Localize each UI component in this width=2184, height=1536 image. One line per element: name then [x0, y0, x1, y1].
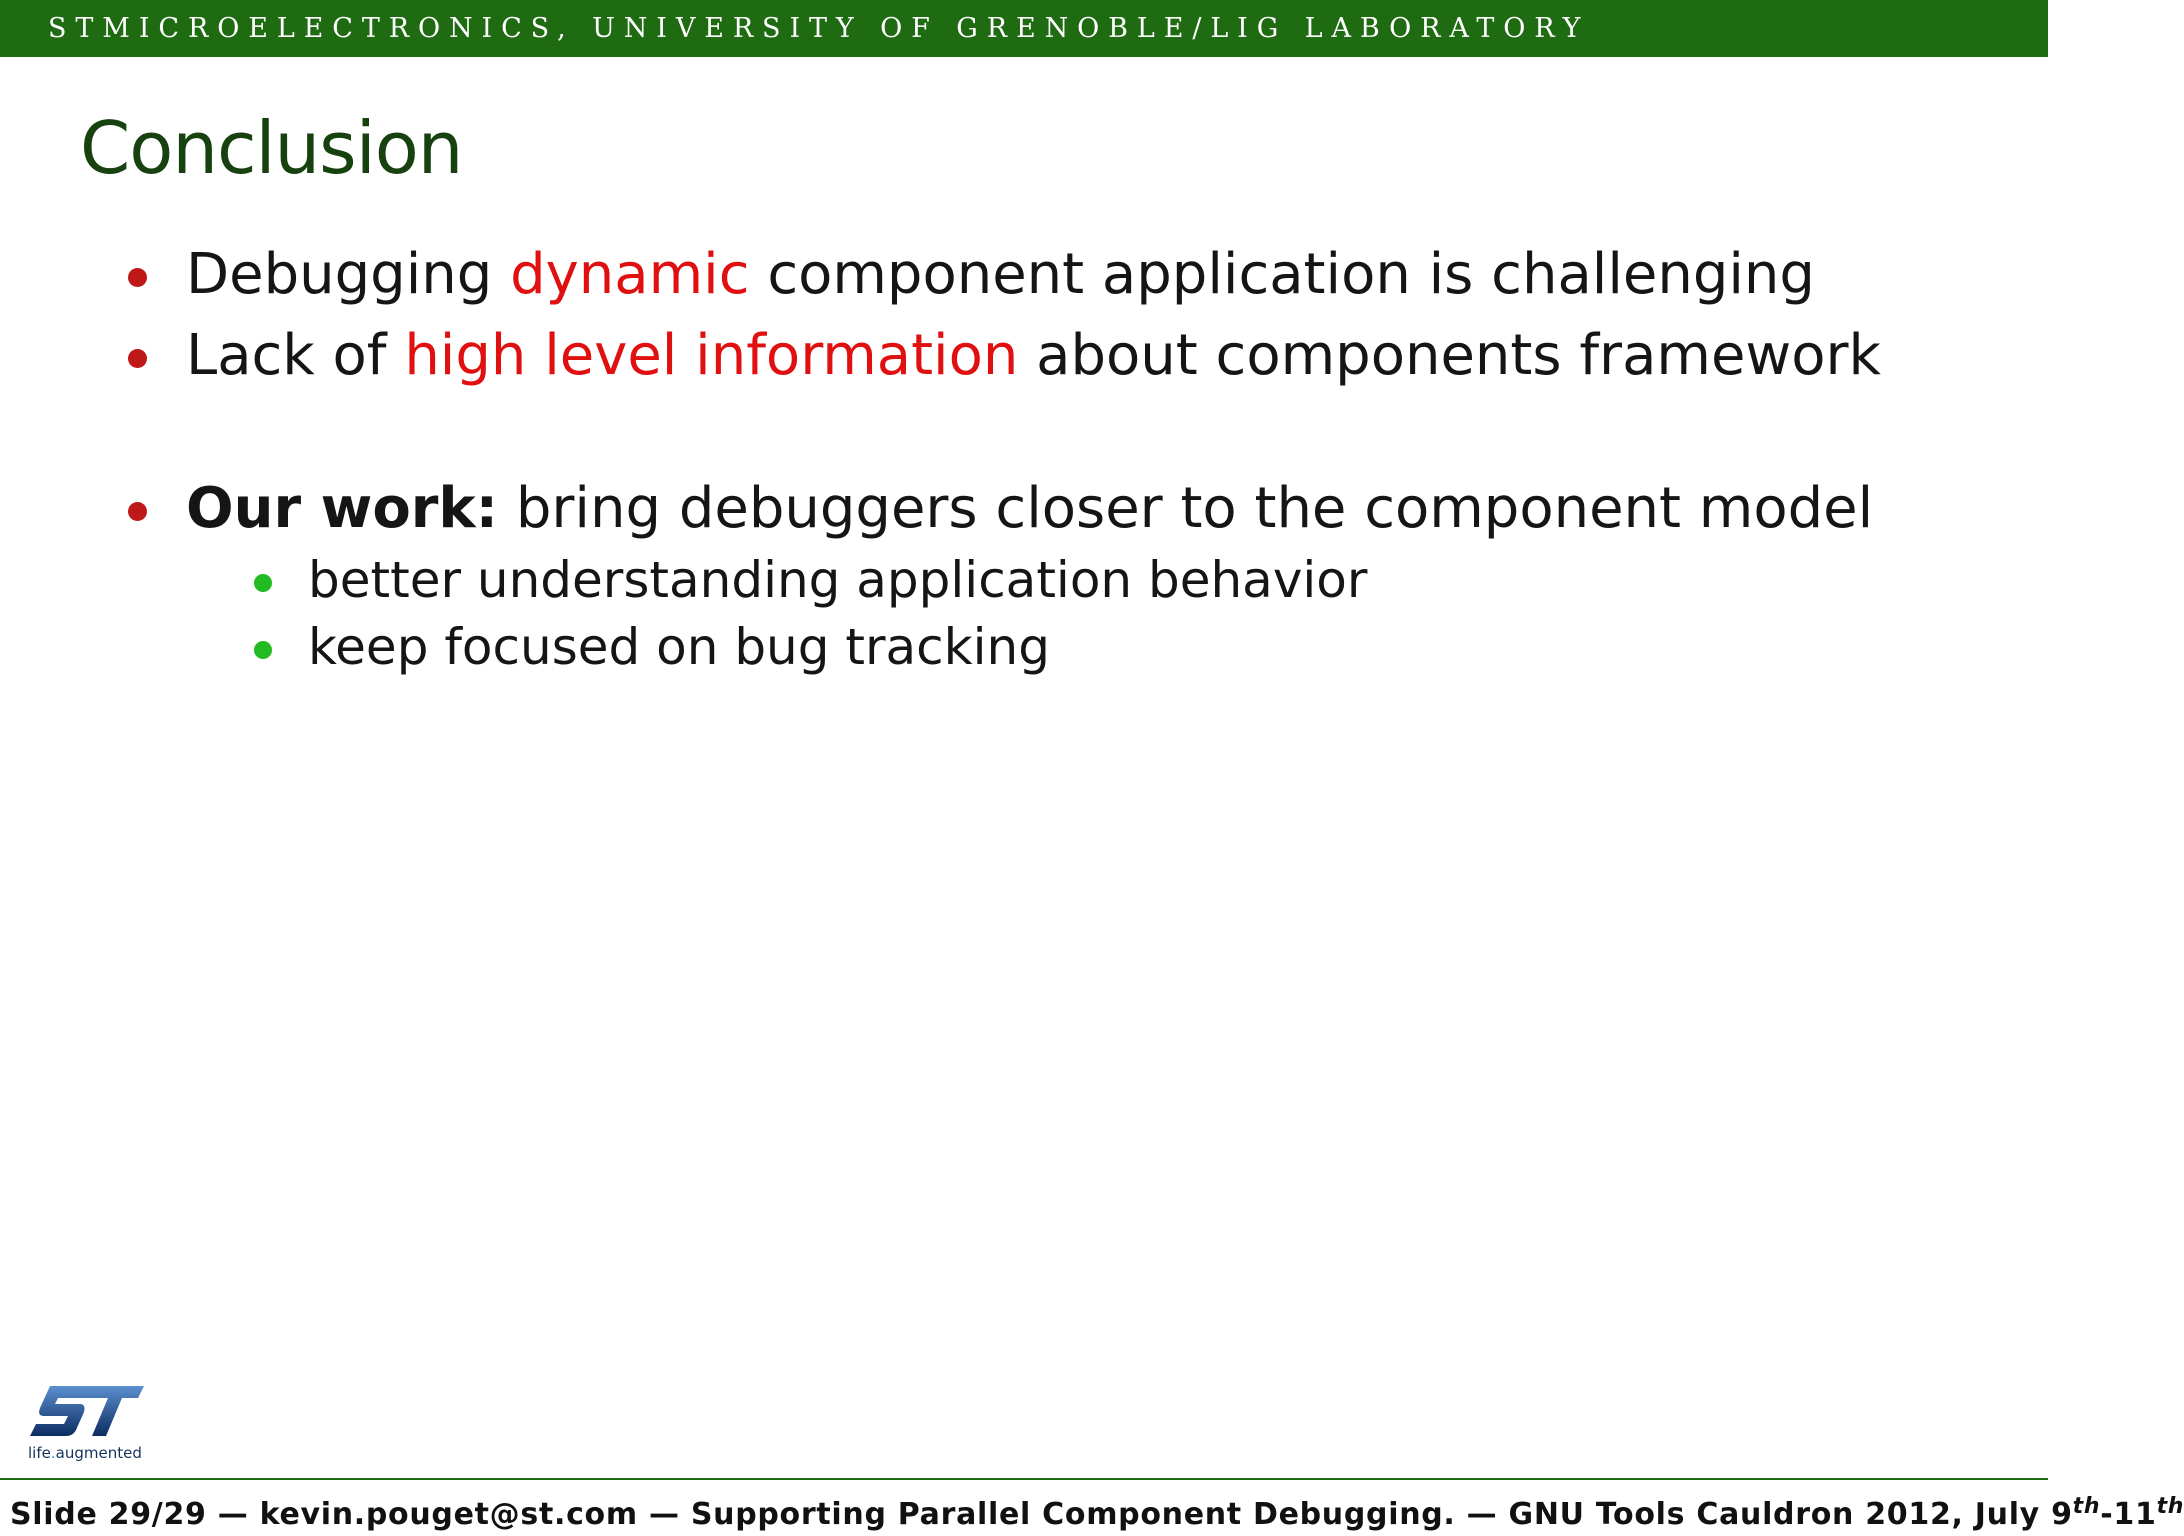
footer-sup-th-2: th	[2156, 1494, 2184, 1519]
logo-tagline-life: life	[28, 1444, 51, 1462]
logo-tagline	[28, 1444, 142, 1462]
bullet-dot	[128, 349, 147, 368]
logo-tagline-dot: .	[50, 1444, 56, 1462]
bullet-dot	[128, 502, 147, 521]
sub-bullet-2: keep focused on bug tracking	[308, 618, 1050, 676]
bullet-1-highlight: dynamic	[510, 242, 750, 307]
header-affiliation: STMICROELECTRONICS, UNIVERSITY OF GRENOBLE/LIG LABORATORY	[48, 13, 1590, 44]
sub-bullet-dot	[254, 574, 272, 592]
bullet-1-text-after: component application is challenging	[749, 242, 1815, 307]
bullet-3-text-after: bring debuggers closer to the component model	[498, 476, 1874, 541]
footer-separator: —	[1455, 1497, 1509, 1532]
footer-date-dash: -11	[2100, 1497, 2157, 1532]
bullet-2-text-after: about components framework	[1018, 323, 1881, 388]
bullet-1-text-before: Debugging	[186, 242, 511, 307]
footer-event: GNU Tools Cauldron 2012, July 9	[1508, 1497, 2073, 1532]
bullet-2-text-before: Lack of	[186, 323, 405, 388]
bullet-1	[186, 242, 1815, 307]
bullet-3	[186, 476, 1873, 541]
bullet-2-highlight: high level information	[404, 323, 1019, 388]
footer-rule	[0, 1478, 2048, 1480]
footer-separator: —	[206, 1497, 260, 1532]
bullet-dot	[128, 268, 147, 287]
footer	[10, 1494, 2184, 1532]
slide-title: Conclusion	[80, 106, 463, 190]
st-logo-mark	[28, 1382, 146, 1440]
header-bar	[0, 0, 2048, 57]
bullet-2	[186, 323, 1881, 388]
footer-slide-number: Slide 29/29	[10, 1497, 207, 1532]
footer-talk-title: Supporting Parallel Component Debugging.	[690, 1497, 1456, 1532]
footer-sup-th: th	[2072, 1494, 2101, 1519]
footer-separator: —	[637, 1497, 691, 1532]
bullet-3-strong: Our work:	[186, 476, 499, 541]
sub-bullet-dot	[254, 641, 272, 659]
st-logo	[28, 1382, 148, 1464]
sub-bullet-1: better understanding application behavior	[308, 551, 1368, 609]
logo-tagline-augmented: augmented	[55, 1444, 142, 1462]
footer-email: kevin.pouget@st.com	[259, 1497, 638, 1532]
